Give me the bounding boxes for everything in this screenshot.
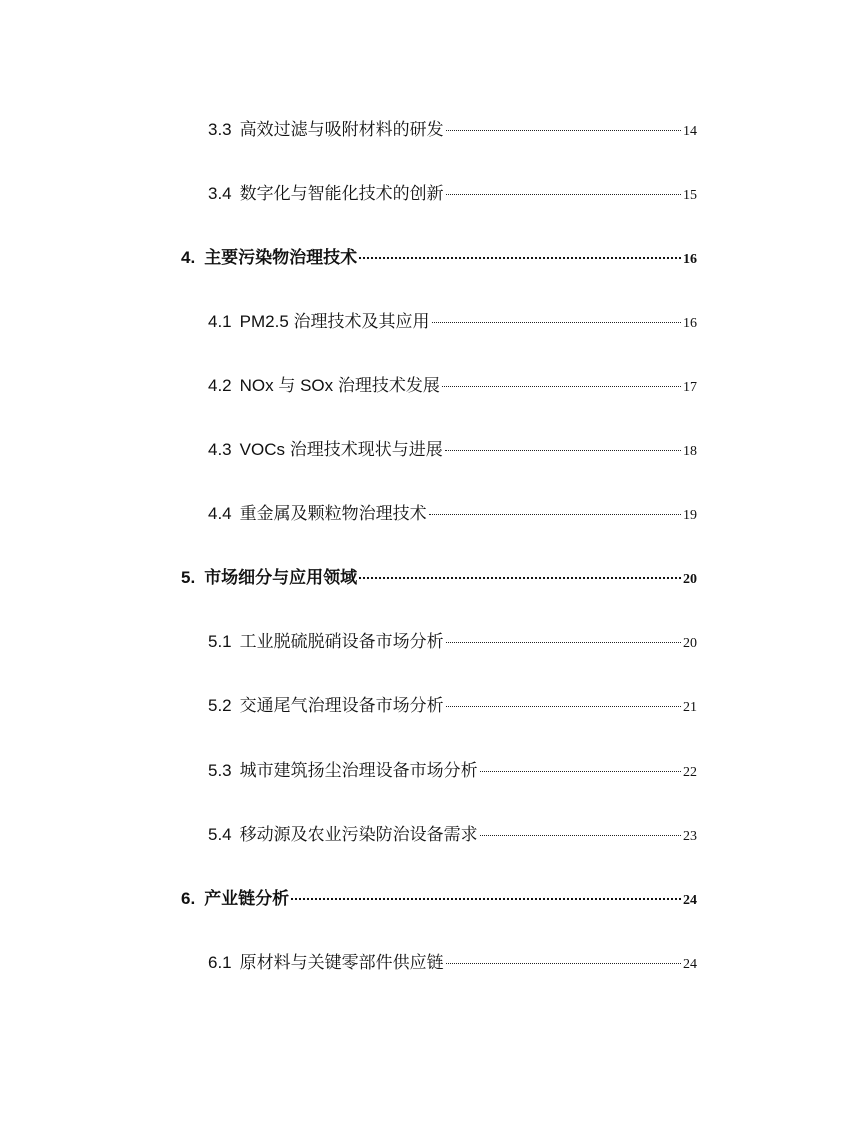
toc-entry-page: 14: [683, 124, 697, 139]
toc-entry-4[interactable]: [181, 246, 697, 270]
toc-dot-leader: [291, 898, 681, 900]
toc-entry-title: 工业脱硫脱硝设备市场分析: [239, 632, 444, 651]
toc-dot-leader: [446, 706, 681, 707]
toc-entry-4-1[interactable]: [208, 310, 697, 334]
toc-dot-leader: [446, 130, 681, 131]
toc-entry-4-2[interactable]: [208, 374, 697, 398]
toc-entry-number: 5.2: [208, 696, 232, 715]
toc-dot-leader: [446, 194, 681, 195]
toc-entry-page: 21: [683, 700, 697, 715]
toc-entry-number: 6.: [181, 889, 196, 908]
toc-entry-number: 5.3: [208, 761, 232, 780]
toc-entry-title: 交通尾气治理设备市场分析: [239, 696, 444, 715]
toc-entry-6[interactable]: [181, 887, 697, 911]
toc-entry-number: 3.4: [208, 184, 232, 203]
toc-entry-number: 6.1: [208, 953, 232, 972]
toc-entry-title: 数字化与智能化技术的创新: [239, 184, 444, 203]
toc-entry-page: 18: [683, 444, 697, 459]
toc-entry-page: 19: [683, 508, 697, 523]
toc-entry-number: 5.1: [208, 632, 232, 651]
toc-entry-number: 4.4: [208, 504, 232, 523]
toc-entry-5-3[interactable]: [208, 759, 697, 783]
toc-entry-title: 市场细分与应用领域: [204, 568, 358, 587]
toc-entry-5[interactable]: [181, 566, 697, 590]
toc-entry-number: 4.: [181, 248, 196, 267]
toc-dot-leader: [359, 257, 681, 259]
toc-entry-page: 23: [683, 829, 697, 844]
toc-entry-page: 16: [683, 316, 697, 331]
toc-dot-leader: [480, 835, 681, 836]
toc-entry-4-4[interactable]: [208, 502, 697, 526]
toc-dot-leader: [445, 450, 681, 451]
toc-entry-page: 15: [683, 188, 697, 203]
toc-entry-title: 原材料与关键零部件供应链: [239, 953, 444, 972]
toc-entry-title: 产业链分析: [204, 889, 290, 908]
toc-entry-title: 移动源及农业污染防治设备需求: [239, 825, 478, 844]
toc-entry-number: 3.3: [208, 120, 232, 139]
toc-dot-leader: [359, 577, 681, 579]
toc-entry-page: 20: [683, 636, 697, 651]
toc-entry-3-4[interactable]: [208, 182, 697, 206]
toc-entry-page: 16: [683, 252, 697, 267]
toc-dot-leader: [480, 771, 681, 772]
toc-entry-number: 5.: [181, 568, 196, 587]
toc-entry-page: 20: [683, 572, 697, 587]
toc-entry-title: 重金属及颗粒物治理技术: [239, 504, 427, 523]
toc-entry-5-1[interactable]: [208, 630, 697, 654]
toc-entry-4-3[interactable]: [208, 438, 697, 462]
toc-entry-page: 24: [683, 893, 697, 908]
toc-entry-number: 4.3: [208, 440, 232, 459]
toc-entry-6-1[interactable]: [208, 951, 697, 975]
toc-dot-leader: [432, 322, 682, 323]
toc-dot-leader: [446, 642, 681, 643]
toc-entry-title: 主要污染物治理技术: [204, 248, 358, 267]
toc-entry-title: PM2.5 治理技术及其应用: [239, 312, 430, 331]
toc-entry-title: NOx 与 SOx 治理技术发展: [239, 376, 440, 395]
toc-entry-number: 5.4: [208, 825, 232, 844]
toc-entry-title: VOCs 治理技术现状与进展: [239, 440, 443, 459]
toc-entry-number: 4.2: [208, 376, 232, 395]
toc-entry-5-4[interactable]: [208, 823, 697, 847]
toc-dot-leader: [442, 386, 681, 387]
toc-entry-page: 22: [683, 765, 697, 780]
toc-entry-title: 城市建筑扬尘治理设备市场分析: [239, 761, 478, 780]
toc-dot-leader: [429, 514, 681, 515]
toc-entry-number: 4.1: [208, 312, 232, 331]
toc-entry-5-2[interactable]: [208, 694, 697, 718]
toc-entry-title: 高效过滤与吸附材料的研发: [239, 120, 444, 139]
toc-dot-leader: [446, 963, 681, 964]
toc-entry-3-3[interactable]: [208, 118, 697, 142]
toc-entry-page: 24: [683, 957, 697, 972]
toc-entry-page: 17: [683, 380, 697, 395]
